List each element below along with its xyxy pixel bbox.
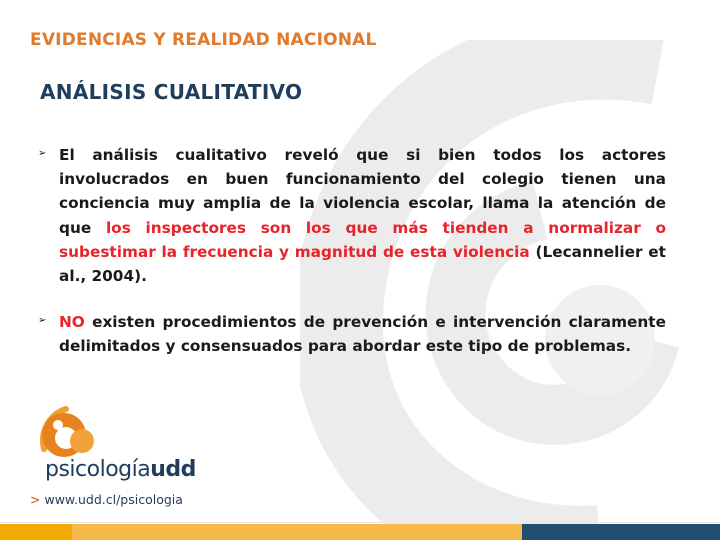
bullet-text-highlight: NO	[59, 313, 85, 332]
url-arrow: >	[30, 492, 41, 507]
arrow-bullet-icon: ➢	[38, 315, 47, 327]
logo-wordmark-bold: udd	[150, 457, 196, 482]
arrow-bullet-icon: ➢	[38, 148, 47, 159]
footer-segment-navy	[522, 524, 720, 540]
logo-wordmark	[45, 457, 196, 482]
bullet-item	[38, 310, 666, 358]
slide-title: ANÁLISIS CUALITATIVO	[40, 80, 303, 104]
footer-segment-light-orange	[72, 524, 522, 540]
url-text[interactable]: www.udd.cl/psicologia	[44, 492, 183, 507]
bullet-text-before: El análisis cualitativo reveló que si bien todos los actores involucrados en buen funcionamiento del colegio tienen una conciencia muy amplia de la violencia escolar, llama la atención de que	[59, 146, 666, 237]
footer-divider	[0, 522, 720, 523]
header-title: EVIDENCIAS Y REALIDAD NACIONAL	[30, 30, 377, 50]
bullet-text	[59, 310, 666, 358]
bullet-text-after: (Lecannelier et al., 2004).	[59, 242, 666, 286]
footer-segment-orange	[0, 524, 72, 540]
logo-url[interactable]	[30, 492, 183, 507]
bullet-text	[59, 143, 666, 288]
bullet-list	[38, 143, 666, 381]
bullet-item	[38, 143, 666, 288]
bullet-text-highlight: los inspectores son los que más tienden a normalizar o subestimar la frecuencia y magnitud de esta violencia	[59, 218, 666, 261]
footer-color-bar	[0, 524, 720, 540]
logo-wordmark-regular: psicología	[45, 457, 151, 482]
bullet-text-after: existen procedimientos de prevención e intervención claramente delimitados y consensuados para abordar este tipo de problemas.	[59, 313, 666, 356]
